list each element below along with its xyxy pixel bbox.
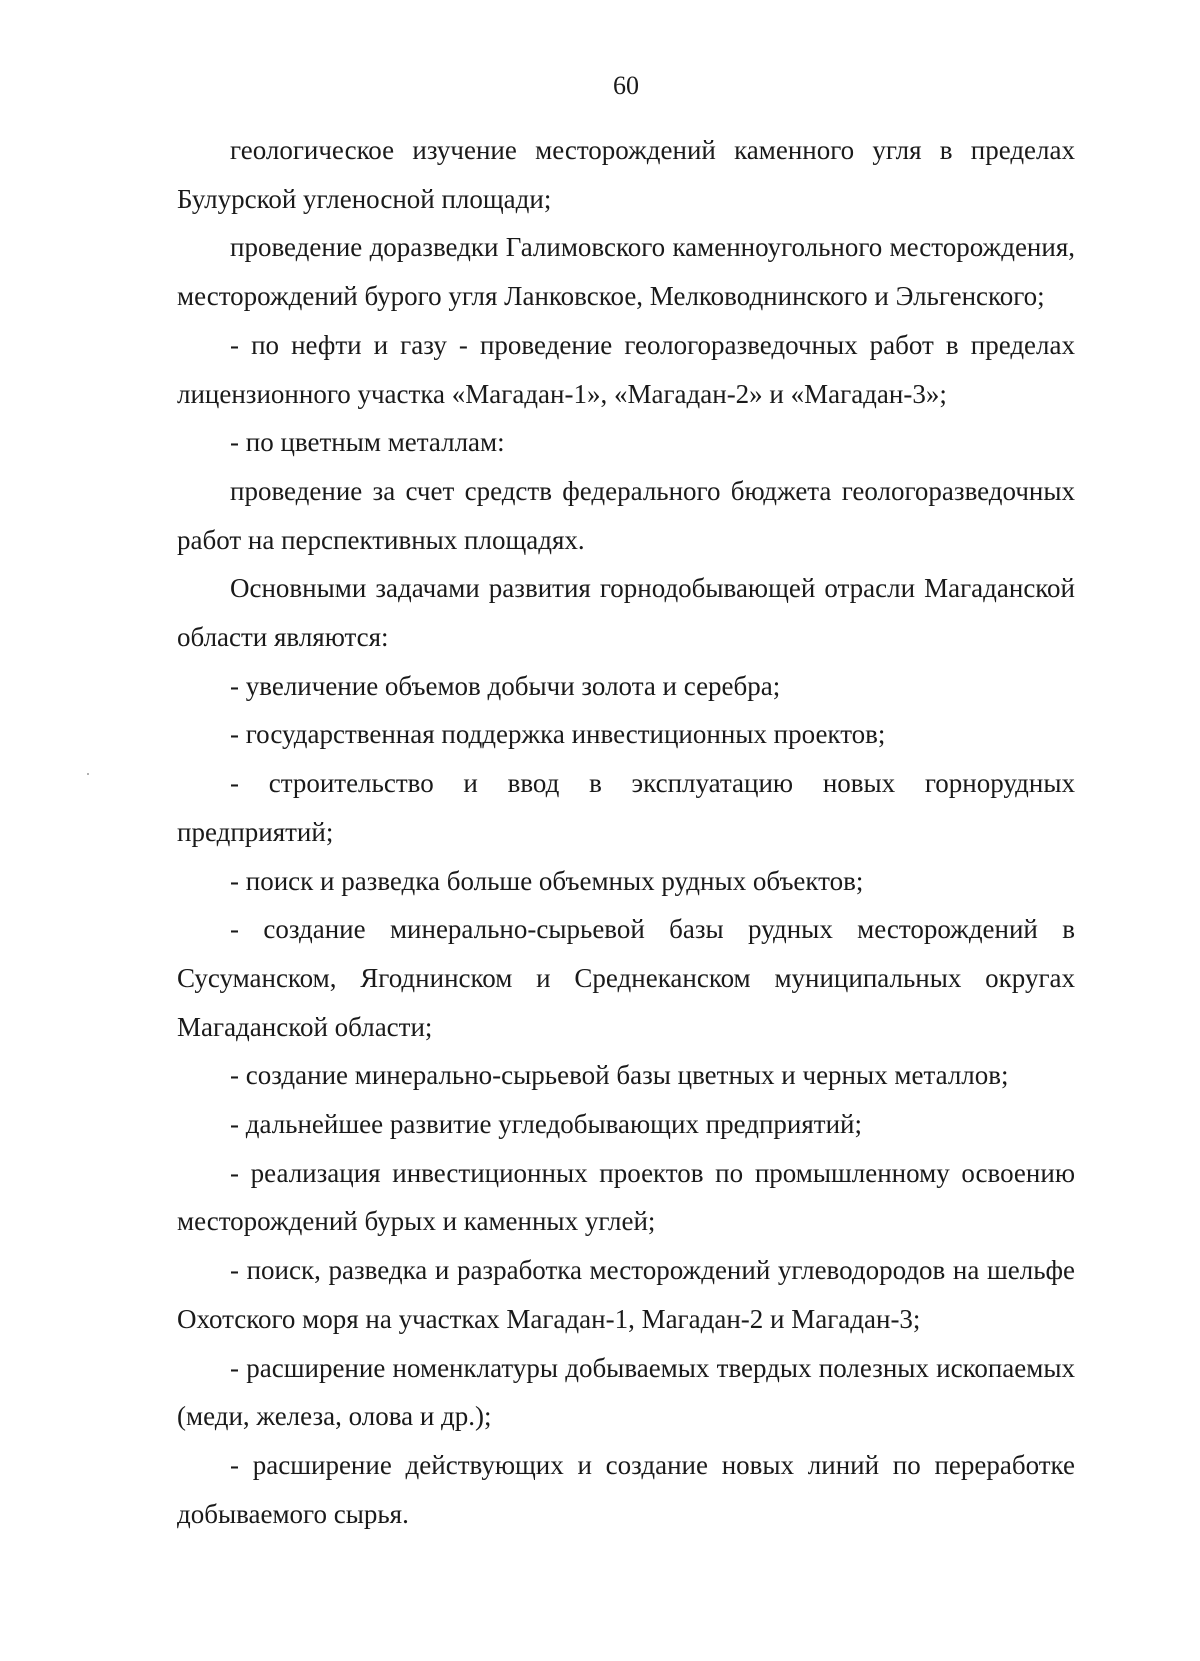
paragraph: - по нефти и газу - проведение геологоразведочных работ в пределах лицензионного участка «Магадан-1», «Магадан-2» и «Магадан-3»;: [177, 329, 1075, 409]
paragraph: - создание минерально-сырьевой базы цветных и черных металлов;: [230, 1060, 1009, 1091]
paragraph: - увеличение объемов добычи золота и серебра;: [230, 670, 781, 701]
paragraph: геологическое изучение месторождений каменного угля в пределах Булурской угленосной площади;: [177, 135, 1075, 214]
paragraph: Основными задачами развития горнодобывающей отрасли Магаданской области являются:: [177, 573, 1075, 653]
paragraph: - расширение действующих и создание новых линий по переработке добываемого сырья.: [177, 1449, 1075, 1529]
document-body: [177, 126, 1075, 1538]
paragraph: - дальнейшее развитие угледобывающих предприятий;: [230, 1109, 862, 1140]
paragraph: проведение доразведки Галимовского каменноугольного месторождения, месторождений бурого угля Ланковское, Мелководнинского и Эльгенского;: [177, 232, 1075, 312]
paragraph: - поиск, разведка и разработка месторождений углеводородов на шельфе Охотского моря на участках Магадан-1, Магадан-2 и Магадан-3;: [177, 1255, 1075, 1334]
page-number: 60: [613, 71, 639, 100]
scan-speck: [87, 773, 89, 775]
paragraph: - создание минерально-сырьевой базы рудных месторождений в Сусуманском, Ягоднинском и Среднеканском муниципальных округах Магаданской области;: [177, 914, 1075, 1042]
paragraph: проведение за счет средств федерального бюджета геологоразведочных работ на перспективных площадях.: [177, 475, 1075, 555]
paragraph: - государственная поддержка инвестиционных проектов;: [230, 719, 886, 750]
paragraph: - реализация инвестиционных проектов по промышленному освоению месторождений бурых и каменных углей;: [177, 1157, 1075, 1237]
paragraph: - строительство и ввод в эксплуатацию новых горнорудных предприятий;: [177, 768, 1075, 847]
paragraph: - по цветным металлам:: [230, 427, 505, 458]
paragraph: - поиск и разведка больше объемных рудных объектов;: [230, 865, 864, 896]
paragraph: - расширение номенклатуры добываемых твердых полезных ископаемых (меди, железа, олова и др.);: [177, 1352, 1075, 1432]
